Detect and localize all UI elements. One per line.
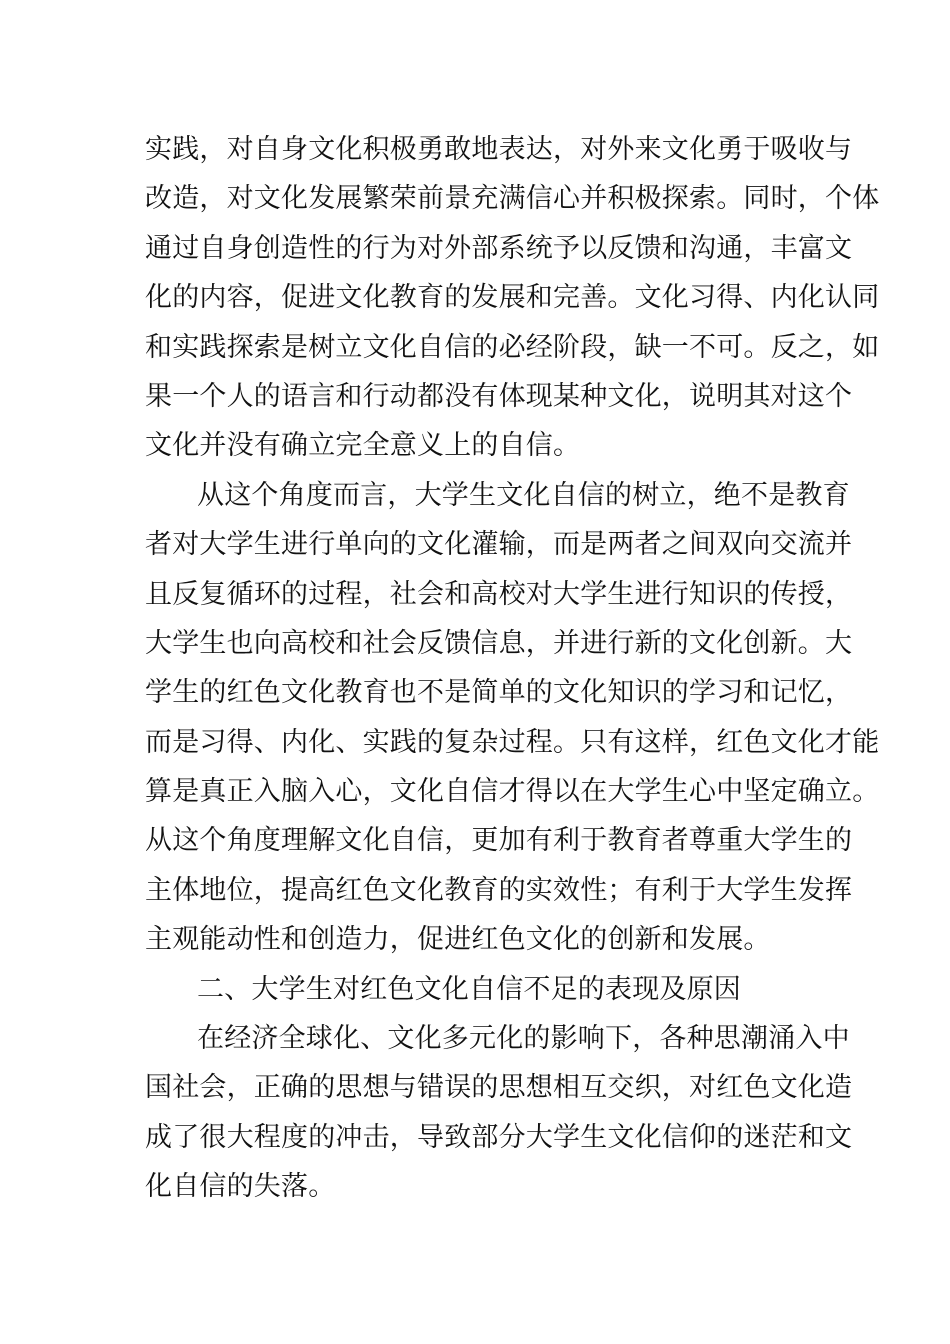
text-line: 主体地位，提高红色文化教育的实效性；有利于大学生发挥 [145,874,853,906]
text-line: 国社会，正确的思想与错误的思想相互交织，对红色文化造 [145,1072,853,1104]
text-line: 和实践探索是树立文化自信的必经阶段，缺一不可。反之，如 [145,331,880,363]
text-line: 化的内容，促进文化教育的发展和完善。文化习得、内化认同 [145,282,880,314]
text-line: 者对大学生进行单向的文化灌输，而是两者之间双向交流并 [145,529,853,561]
text-line: 改造，对文化发展繁荣前景充满信心并积极探索。同时，个体 [145,183,880,215]
text-line: 成了很大程度的冲击，导致部分大学生文化信仰的迷茫和文 [145,1121,853,1153]
text-line: 算是真正入脑入心，文化自信才得以在大学生心中坚定确立。 [145,776,880,808]
body-text [145,125,880,1212]
text-line: 化自信的失落。 [145,1171,336,1203]
text-line: 果一个人的语言和行动都没有体现某种文化，说明其对这个 [145,380,853,412]
text-line: 从这个角度理解文化自信，更加有利于教育者尊重大学生的 [145,825,853,857]
text-line: 大学生也向高校和社会反馈信息，并进行新的文化创新。大 [145,627,853,659]
text-line: 文化并没有确立完全意义上的自信。 [145,430,581,462]
paragraph-start-line: 从这个角度而言，大学生文化自信的树立，绝不是教育 [197,479,850,511]
section-heading: 二、大学生对红色文化自信不足的表现及原因 [197,973,741,1005]
paragraph-start-line: 在经济全球化、文化多元化的影响下，各种思潮涌入中 [197,1023,850,1055]
text-line: 主观能动性和创造力，促进红色文化的创新和发展。 [145,924,771,956]
text-line: 而是习得、内化、实践的复杂过程。只有这样，红色文化才能 [145,726,880,758]
text-line: 学生的红色文化教育也不是简单的文化知识的学习和记忆， [145,677,853,709]
text-line: 实践，对自身文化积极勇敢地表达，对外来文化勇于吸收与 [145,134,853,165]
text-line: 通过自身创造性的行为对外部系统予以反馈和沟通，丰富文 [145,232,853,264]
text-line: 且反复循环的过程，社会和高校对大学生进行知识的传授， [145,578,853,610]
